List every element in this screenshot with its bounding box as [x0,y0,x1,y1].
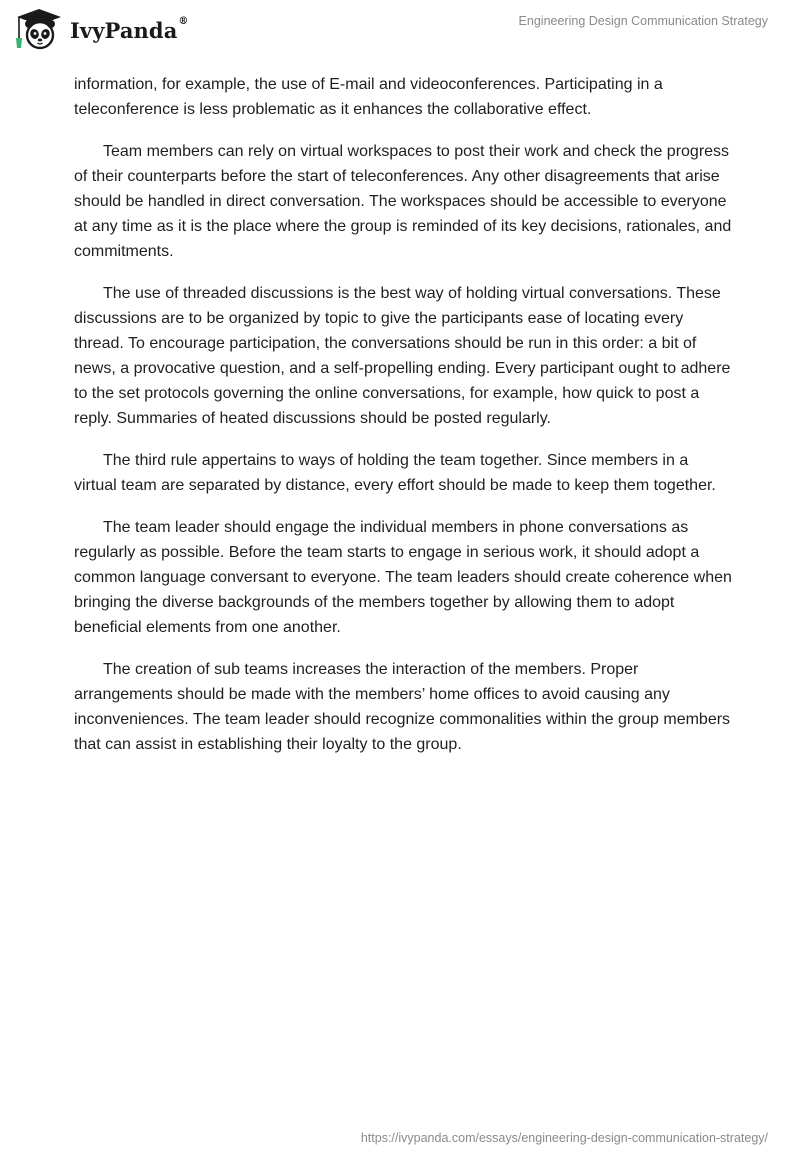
paragraph: The third rule appertains to ways of holding the team together. Since members in a virtual team are separated by distance, every effort should be made to keep them together. [74,452,716,494]
source-url[interactable]: https://ivypanda.com/essays/engineering-design-communication-strategy/ [360,1131,768,1145]
paragraph: The use of threaded discussions is the best way of holding virtual conversations. These discussions are to be organized by topic to give the participants ease of locating every thread. To encourage participation, the conversations should be run in this order: a bit of news, a provocative question, and a self-propelling ending. Every participant ought to adhere to the set protocols governing the online conversations, for example, how quick to post a reply. Summaries of heated discussions should be posted regularly. [74,285,731,427]
ivypanda-logo[interactable] [14,8,189,50]
paragraph: The team leader should engage the individual members in phone conversations as regularly as possible. Before the team starts to engage in serious work, it should adopt a common language conversant to everyone. The team leaders should create coherence when bringing the diverse backgrounds of the members together by allowing them to adopt beneficial elements from one another. [74,519,732,636]
essay-body [74,72,734,774]
registered-mark: ® [178,16,189,27]
paragraph: Team members can rely on virtual workspaces to post their work and check the progress of their counterparts before the start of teleconferences. Any other disagreements that arise should be handled in direct conversation. The workspaces should be accessible to everyone at any time as it is the place where the group is reminded of its key decisions, rationales, and commitments. [74,143,732,260]
brand-name [70,18,189,43]
page-header [0,0,800,64]
paragraph: The creation of sub teams increases the interaction of the members. Proper arrangements should be made with the members’ home offices to avoid causing any inconveniences. The team leader should recognize commonalities within the group members that can assist in establishing their loyalty to the group. [74,661,731,753]
brand-name-text: IvyPanda [70,18,178,43]
panda-graduate-icon [14,8,64,50]
document-title: Engineering Design Communication Strategy [518,14,768,28]
paragraph: information, for example, the use of E-mail and videoconferences. Participating in a teleconference is less problematic as it enhances the collaborative effect. [74,76,663,118]
